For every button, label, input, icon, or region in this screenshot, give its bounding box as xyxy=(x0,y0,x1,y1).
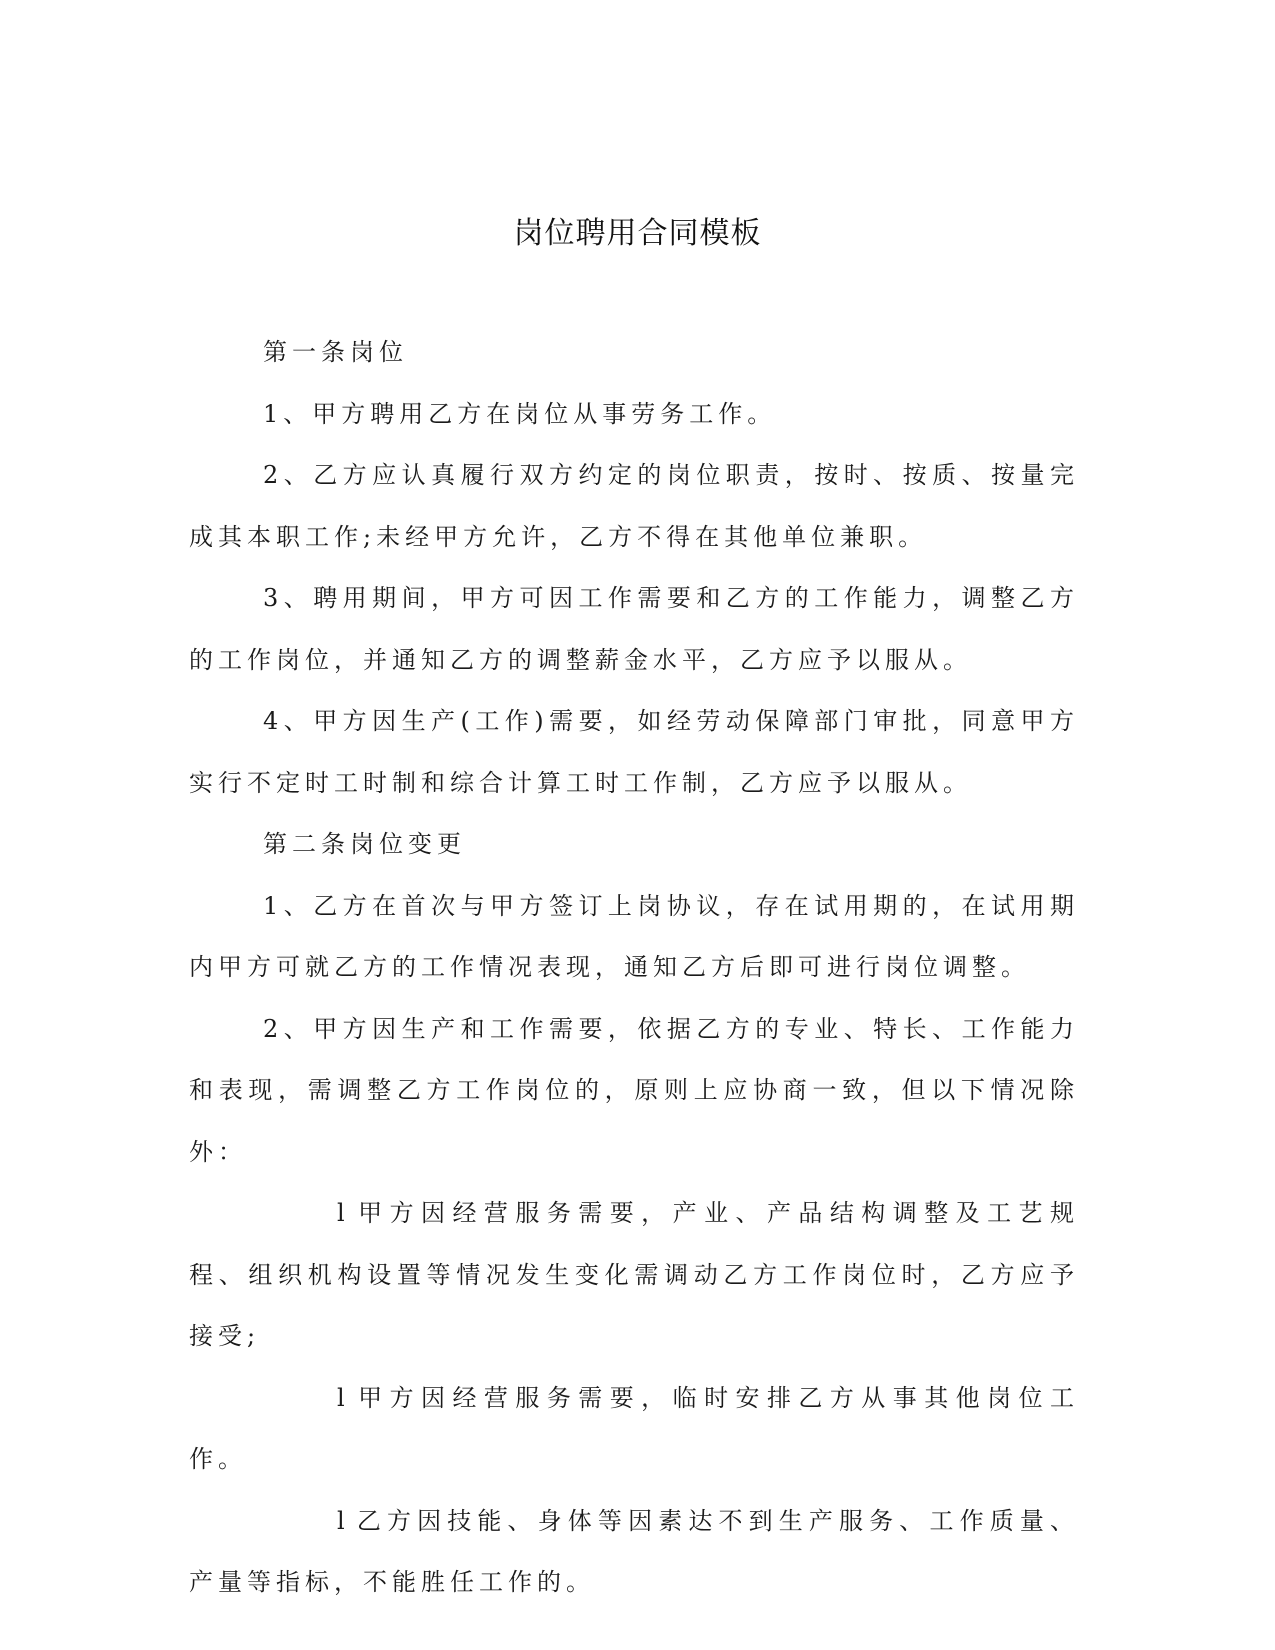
bullet-marker: l xyxy=(337,1506,350,1535)
article-1-clause-3: 3、聘用期间，甲方可因工作需要和乙方的工作能力，调整乙方的工作岗位，并通知乙方的调整薪金水平，乙方应予以服从。 xyxy=(189,584,1079,674)
article-2-clause-1: 1、乙方在首次与甲方签订上岗协议，存在试用期的，在试用期内甲方可就乙方的工作情况表现，通知乙方后即可进行岗位调整。 xyxy=(189,891,1079,981)
article-1-clause-1: 1、甲方聘用乙方在岗位从事劳务工作。 xyxy=(263,399,777,428)
exception-item-2-text: 甲方因经营服务需要，临时安排乙方从事其他岗位工作。 xyxy=(189,1383,1079,1473)
bullet-marker: l xyxy=(337,1383,350,1412)
exception-item-1-text: 甲方因经营服务需要，产业、产品结构调整及工艺规程、组织机构设置等情况发生变化需调动乙方工作岗位时，乙方应予接受; xyxy=(189,1199,1079,1350)
bullet-marker: l xyxy=(337,1199,350,1227)
article-1-clause-4: 4、甲方因生产(工作)需要，如经劳动保障部门审批，同意甲方实行不定时工时制和综合计算工时工作制，乙方应予以服从。 xyxy=(189,707,1079,797)
exception-item-2 xyxy=(189,1368,1079,1491)
document-title: 岗位聘用合同模板 xyxy=(513,216,762,251)
article-2-heading: 第二条岗位变更 xyxy=(263,830,466,858)
exception-item-3-text: 乙方因技能、身体等因素达不到生产服务、工作质量、产量等指标，不能胜任工作的。 xyxy=(189,1506,1079,1596)
document-body xyxy=(189,322,1079,1614)
article-1-clause-2: 2、乙方应认真履行双方约定的岗位职责，按时、按质、按量完成其本职工作;未经甲方允许，乙方不得在其他单位兼职。 xyxy=(189,461,1079,551)
exception-item-1 xyxy=(189,1183,1079,1368)
article-1-heading: 第一条岗位 xyxy=(263,338,408,366)
article-2-clause-2: 2、甲方因生产和工作需要，依据乙方的专业、特长、工作能力和表现，需调整乙方工作岗位的，原则上应协商一致，但以下情况除外： xyxy=(189,1014,1079,1166)
exception-item-3 xyxy=(189,1491,1079,1614)
